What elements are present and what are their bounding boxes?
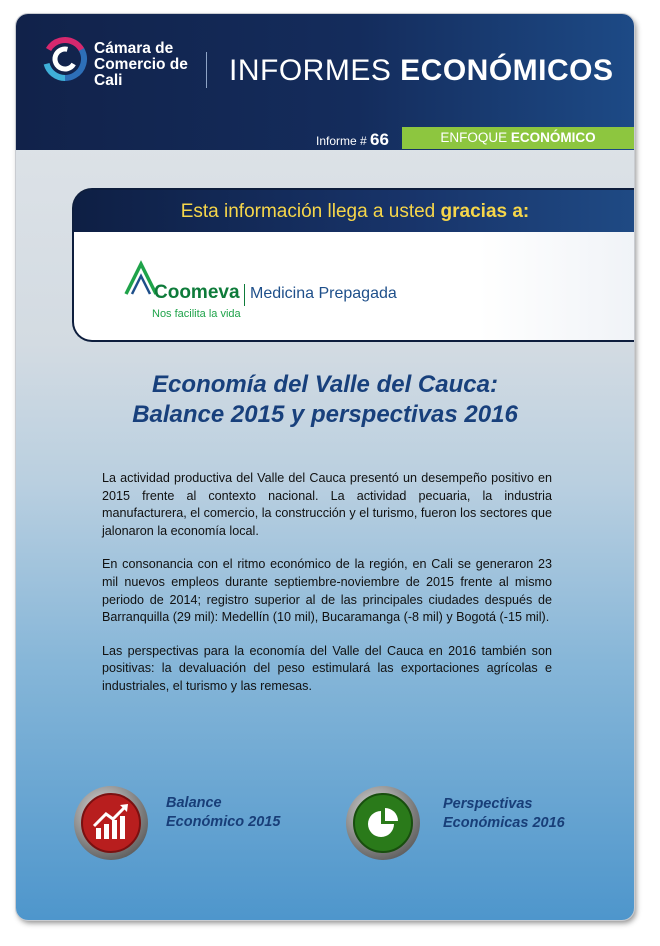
report-card bbox=[16, 14, 634, 920]
title-bold: ECONÓMICOS bbox=[400, 54, 614, 87]
paragraph-1: La actividad productiva del Valle del Cauca presentó un desempeño positivo en 2015 frente al contexto nacional. La actividad pecuaria, la industria manufacturera, el comercio, la construcción y el turismo, fueron los sectores que jalonaron la economía local. bbox=[102, 471, 552, 538]
coomeva-brand: Coomeva bbox=[154, 282, 240, 303]
section-badge bbox=[402, 127, 634, 149]
sponsor-heading-bold: gracias a: bbox=[440, 201, 530, 222]
org-name-line3: Cali bbox=[94, 72, 123, 89]
pie-chart-icon bbox=[346, 786, 420, 860]
perspectivas-button[interactable] bbox=[346, 786, 420, 860]
sponsor-heading-text: Esta información llega a usted bbox=[180, 201, 441, 222]
paragraph-3: Las perspectivas para la economía del Valle del Cauca en 2016 también son positivas: la devaluación del peso estimulará las exportaciones agrícolas e industriales, el turismo y las remesas. bbox=[102, 643, 552, 693]
balance-link-line1: Balance bbox=[166, 795, 222, 811]
section-bold: ECONÓMICO bbox=[510, 130, 596, 145]
perspectivas-link[interactable] bbox=[443, 795, 565, 833]
title-light: INFORMES bbox=[229, 54, 401, 87]
coomeva-tagline: Nos facilita la vida bbox=[152, 308, 241, 320]
paragraph-2: En consonancia con el ritmo económico de la región, en Cali se generaron 23 mil nuevos empleos durante septiembre-noviembre de 2015 frente al mismo periodo de 2014; registro superior al de las principales ciudades después de Barranquilla (29 mil): Medellín (10 mil), Bucaramanga (-8 mil) y Bogotá (-15 mil). bbox=[102, 557, 552, 625]
growth-chart-icon bbox=[74, 786, 148, 860]
article-title-line2: Balance 2015 y perspectivas 2016 bbox=[132, 401, 518, 428]
section-light: ENFOQUE bbox=[440, 130, 511, 145]
org-name-line2: Comercio de bbox=[94, 56, 188, 73]
balance-button[interactable] bbox=[74, 786, 148, 860]
balance-link[interactable] bbox=[166, 794, 280, 832]
sponsor-logo-area[interactable] bbox=[74, 232, 634, 340]
article-title bbox=[16, 370, 634, 430]
camara-logo-icon bbox=[42, 36, 88, 82]
publication-title bbox=[229, 54, 614, 88]
sponsor-heading bbox=[74, 190, 634, 232]
header-banner bbox=[16, 14, 634, 150]
balance-link-line2: Económico 2015 bbox=[166, 814, 281, 830]
header-divider bbox=[206, 52, 207, 88]
article-body bbox=[102, 470, 552, 712]
issue-number bbox=[316, 130, 389, 150]
org-name-line1: Cámara de bbox=[94, 40, 174, 57]
issue-value: 66 bbox=[370, 130, 389, 149]
perspectivas-link-line2: Económicas 2016 bbox=[443, 815, 565, 831]
coomeva-product: Medicina Prepagada bbox=[250, 285, 397, 302]
sponsor-box bbox=[72, 188, 634, 342]
coomeva-logo-icon bbox=[124, 260, 158, 296]
issue-label: Informe # bbox=[316, 134, 371, 148]
perspectivas-link-line1: Perspectivas bbox=[443, 796, 533, 812]
coomeva-separator bbox=[244, 284, 245, 306]
article-title-line1: Economía del Valle del Cauca: bbox=[152, 371, 498, 398]
org-name bbox=[94, 41, 188, 89]
